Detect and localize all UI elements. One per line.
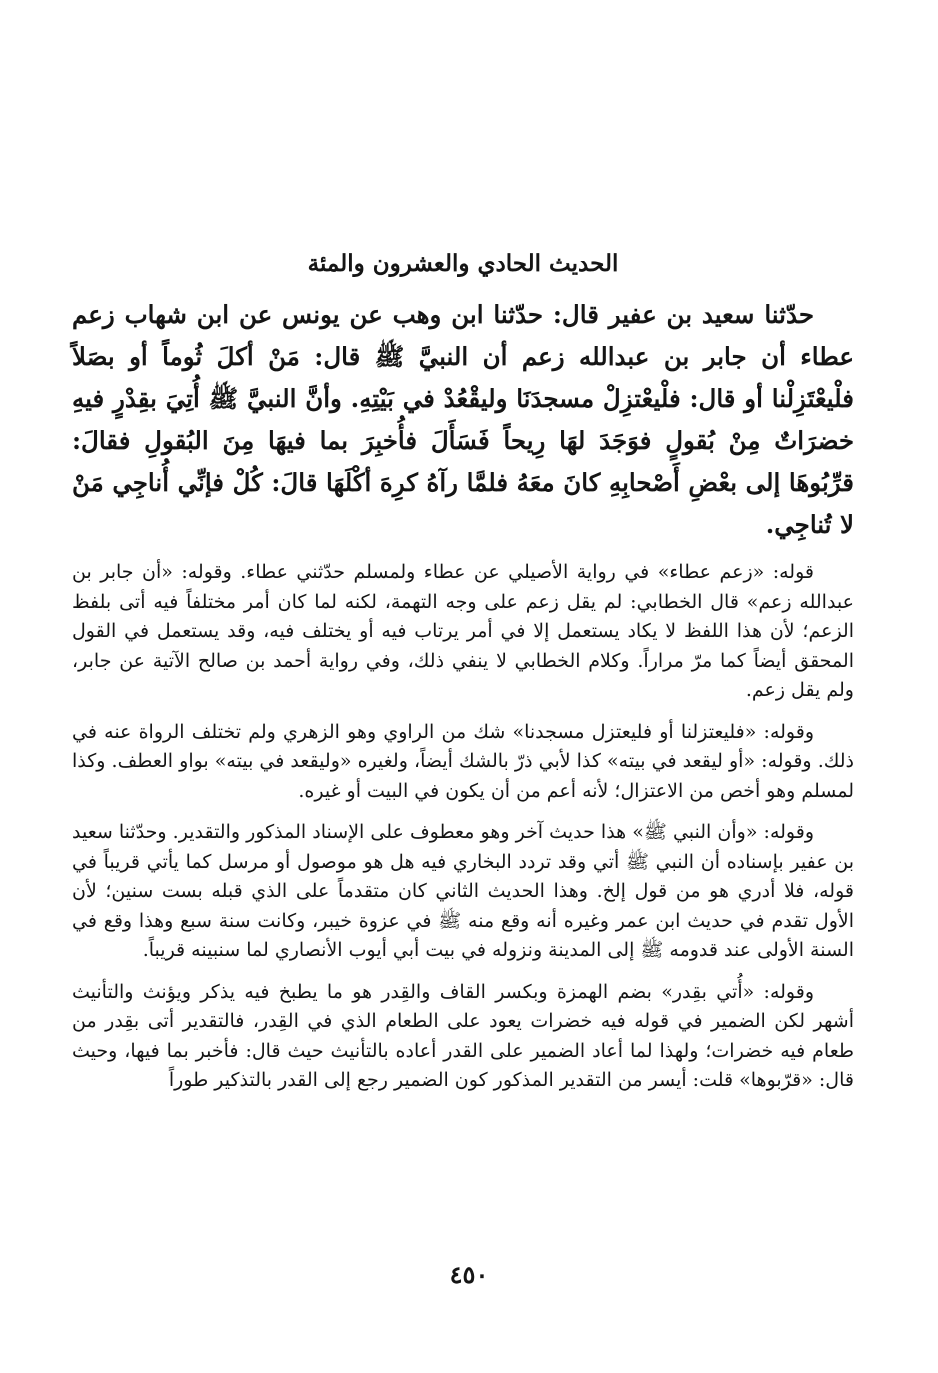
commentary-paragraph-4: وقوله: «أُتي بقِدر» بضم الهمزة وبكسر القاف والقِدر هو ما يطبخ فيه يذكر ويؤنث والتأنيث أشهر لكن الضمير في قوله فيه خضرات يعود على الطعام الذي في القِدر، فالتقدير أتى بقِدر من طعام فيه خضرات؛ ولهذا لما أعاد الضمير على القدر أعاده بالتأنيث حيث قال: فأخبر بما فيها، وحيث قال: «قرّبوها» قلت: أيسر من التقدير المذكور كون الضمير رجع إلى القدر بالتذكير طوراً (72, 980, 854, 1091)
commentary-paragraph-1: قوله: «زعم عطاء» في رواية الأصيلي عن عطاء ولمسلم حدّثني عطاء. وقوله: «أن جابر بن عبدالله زعم» قال الخطابي: لم يقل زعم على وجه التهمة، لكنه لما كان أمر مختلفاً فيه أتى بلفظ الزعم؛ لأن هذا اللفظ لا يكاد يستعمل إلا في أمر يرتاب فيه أو يختلف فيه، وقد يستعمل في القول المحقق أيضاً كما مرّ مراراً. وكلام الخطابي لا ينفي ذلك، وفي رواية أحمد بن صالح الآتية عن جابر، ولم يقل زعم. (72, 561, 854, 701)
commentary-paragraph-2: وقوله: «فليعتزلنا أو فليعتزل مسجدنا» شك من الراوي وهو الزهري ولم تختلف الرواة عنه في ذلك. وقوله: «أو ليقعد في بيته» كذا لأبي ذرّ بالشك أيضاً، ولغيره «وليقعد في بيته» بواو العطف. وكذا لمسلم وهو أخص من الاعتزال؛ لأنه أعم من أن يكون في البيت أو غيره. (72, 720, 854, 802)
commentary-paragraph-3: وقوله: «وأن النبي ﷺ» هذا حديث آخر وهو معطوف على الإسناد المذكور والتقدير. وحدّثنا سعيد بن عفير بإسناده أن النبي ﷺ أتي وقد تردد البخاري فيه هل هو موصول أو مرسل كما يأتي قريباً في قوله، فلا أدري هو من قول إلخ. وهذا الحديث الثاني كان متقدماً على الذي قبله بست سنين؛ لأن الأول تقدم في حديث ابن عمر وغيره أنه وقع منه ﷺ في عزوة خيبر، وكانت سنة سبع وهذا وقع في السنة الأولى عند قدومه ﷺ إلى المدينة ونزوله في بيت أبي أيوب الأنصاري لما سنبينه قريباً. (72, 821, 854, 961)
hadith-text-block (72, 294, 854, 546)
book-page (72, 246, 854, 1096)
page-number: ٤٥٠ (449, 1260, 489, 1289)
hadith-heading: الحديث الحادي والعشرون والمئة (307, 250, 619, 277)
hadith-text: حدّثنا سعيد بن عفير قال: حدّثنا ابن وهب عن يونس عن ابن شهاب زعم عطاء أن جابر بن عبدالله زعم أن النبيَّ ﷺ قال: مَنْ أكلَ ثُوماً أو بصَلاً فلْيعْتَزِلْنا أو قال: فلْيعْتزِلْ مسجدَنَا وليقْعُدْ في بَيْتِهِ. وأنَّ النبيَّ ﷺ أُتِيَ بقِدْرٍ فيهِ خضرَاتٌ مِنْ بُقولٍ فوَجَدَ لهَا رِيحاً فَسَأَلَ فأُخبِرَ بما فيهَا مِنَ البُقولِ فقالَ: قرِّبُوهَا إلى بعْضِ أَصْحابِهِ كانَ معَهُ فلمَّا رآهُ كرِهَ أكْلَهَا قالَ: كُلْ فإنِّي أُناجِي مَنْ لا تُناجِي. (72, 300, 854, 539)
